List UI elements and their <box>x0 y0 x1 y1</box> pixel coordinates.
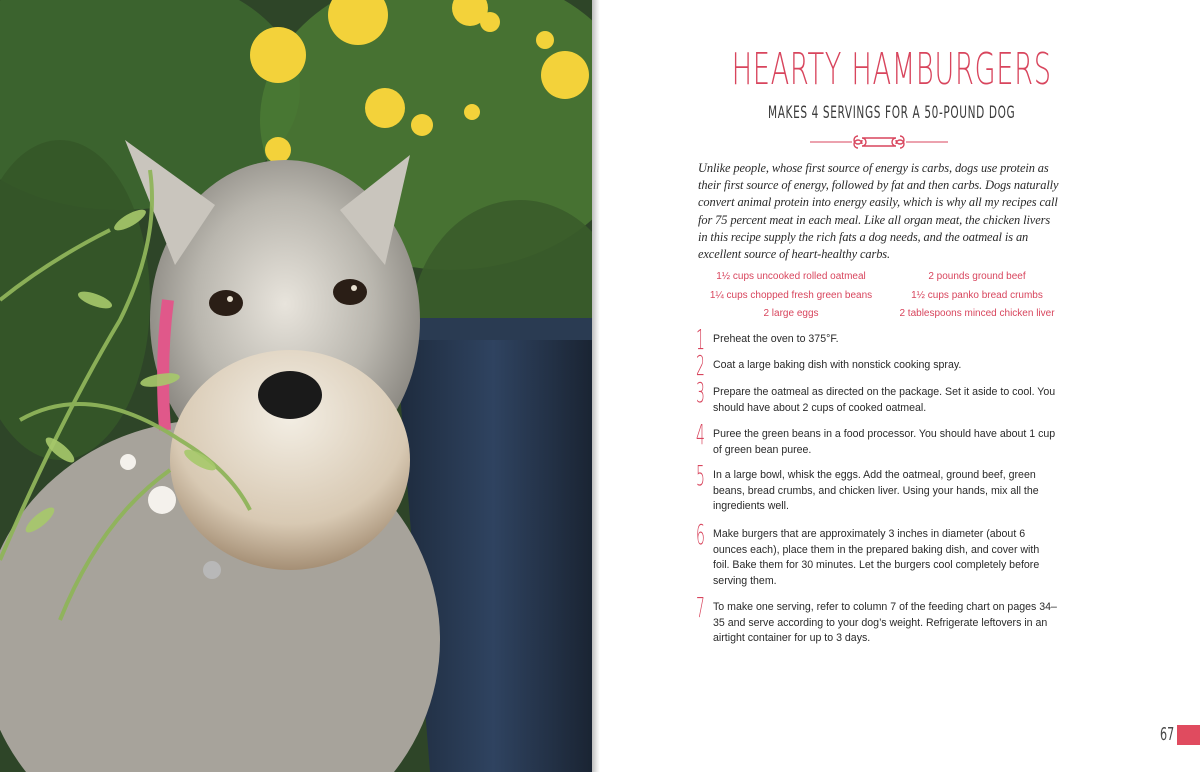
recipe-servings: MAKES 4 SERVINGS FOR A 50-POUND DOG <box>767 103 1016 123</box>
step-text: Puree the green beans in a food processor. You should have about 1 cup of green bean puree. <box>713 428 1056 456</box>
book-spine <box>592 0 600 772</box>
ingredient-item: 1½ cups uncooked rolled oatmeal <box>716 271 866 282</box>
step-text: Coat a large baking dish with nonstick cooking spray. <box>713 359 962 371</box>
recipe-page <box>600 0 1200 772</box>
page-tab <box>1177 725 1200 745</box>
ingredient-item: 2 large eggs <box>763 308 819 319</box>
step-number: 2 <box>696 349 705 382</box>
ingredient-item: 1¼ cups chopped fresh green beans <box>709 289 873 301</box>
schnauzer-dog-photo <box>0 0 592 772</box>
step-number: 5 <box>696 459 705 492</box>
step-text: Preheat the oven to 375°F. <box>713 333 839 345</box>
page-number: 67 <box>1160 724 1175 745</box>
step-number: 1 <box>696 323 705 356</box>
step-number: 4 <box>696 418 705 451</box>
step-number: 6 <box>696 518 705 551</box>
step-number: 3 <box>696 376 705 409</box>
ingredient-item: 2 pounds ground beef <box>928 271 1026 282</box>
dog-photo <box>0 0 592 772</box>
step-text: In a large bowl, whisk the eggs. Add the oatmeal, ground beef, green beans, bread crumbs, and chicken liver. Using your hands, mix all the ingredients well. <box>713 469 1039 512</box>
ingredient-list <box>698 268 1070 323</box>
step-text: To make one serving, refer to column 7 of the feeding chart on pages 34–35 and serve according to your dog’s weight. Refrigerate leftovers in an airtight container for up to 3 days. <box>713 601 1057 644</box>
ingredient-item: 1½ cups panko bread crumbs <box>911 289 1043 301</box>
ingredient-item: 2 tablespoons minced chicken liver <box>899 308 1055 319</box>
step-text: Make burgers that are approximately 3 inches in diameter (about 6 ounces each), place them in the prepared baking dish, and cover with foil. Bake them for 30 minutes. Let the burgers cool completely before serving them. <box>713 528 1040 587</box>
dog-bone-icon <box>810 132 948 152</box>
recipe-title: HEARTY HAMBURGERS <box>731 44 1052 95</box>
recipe-intro: Unlike people, whose first source of energy is carbs, dogs use protein as their first source of energy, followed by fat and then carbs. Dogs naturally convert animal protein into energy easily, which is why all my recipes call for 75 percent meat in each meal. Like all organ meat, the chicken livers in this recipe supply the rich fats a dog needs, and the oatmeal is an excellent source of heart-healthy carbs. <box>698 161 1059 262</box>
step-number: 7 <box>696 591 705 624</box>
step-text: Prepare the oatmeal as directed on the package. Set it aside to cool. You should have about 2 cups of cooked oatmeal. <box>713 386 1056 414</box>
